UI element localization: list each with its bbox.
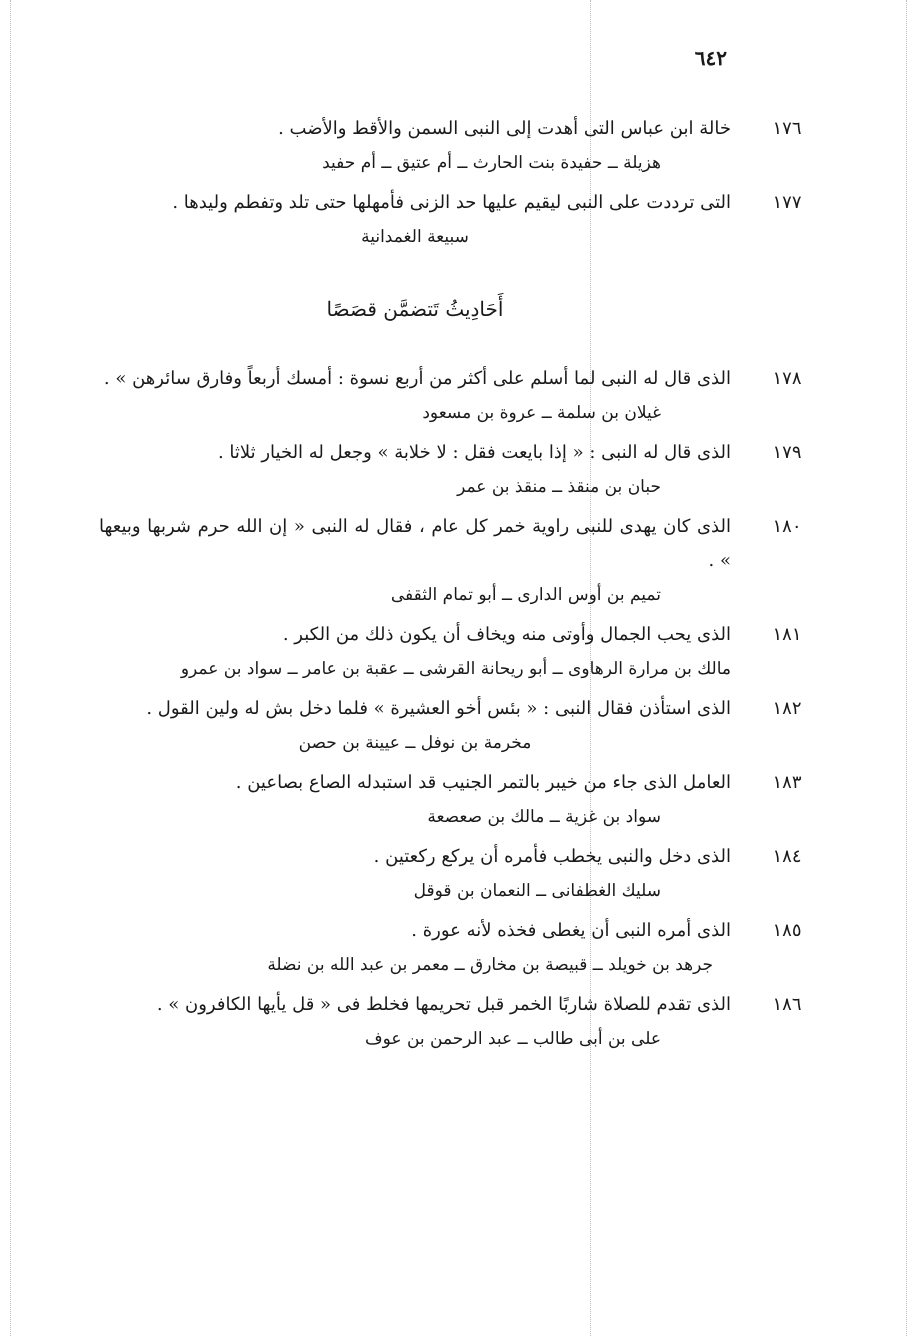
list-entry <box>99 914 802 982</box>
entry-names: مالك بن مرارة الرهاوى ــ أبو ريحانة القرشى ــ عقبة بن عامر ــ سواد بن عمرو <box>180 659 731 679</box>
list-entry <box>99 618 802 686</box>
entry-number: ١٨٤ <box>772 846 802 867</box>
entry-text: الذى قال له النبى : « إذا بايعت فقل : لا خلابة » وجعل له الخيار ثلاثا . <box>217 442 731 463</box>
entry-text: الذى قال له النبى لما أسلم على أكثر من أربع نسوة : أمسك أربعاً وفارق سائرهن » . <box>103 368 731 389</box>
entry-number: ١٧٨ <box>772 368 802 389</box>
entry-text: الذى يحب الجمال وأوتى منه ويخاف أن يكون ذلك من الكبر . <box>282 624 731 645</box>
list-entry <box>99 112 802 180</box>
entry-text: الذى كان يهدى للنبى راوية خمر كل عام ، فقال له النبى « إن الله حرم شربها وبيعها » . <box>99 516 731 571</box>
entry-names: هزيلة ــ حفيدة بنت الحارث ــ أم عتيق ــ أم حفيد <box>322 153 661 173</box>
entry-number: ١٨٣ <box>772 772 802 793</box>
list-entry <box>99 436 802 504</box>
entry-names: جرهد بن خويلد ــ قبيصة بن مخارق ــ معمر بن عبد الله بن نضلة <box>267 955 713 975</box>
entry-names: مخرمة بن نوفل ــ عيينة بن حصن <box>298 733 532 753</box>
entry-number: ١٨١ <box>772 624 802 645</box>
entry-text: الذى تقدم للصلاة شاربًا الخمر قبل تحريمها فخلط فى « قل يأيها الكافرون » . <box>156 994 731 1015</box>
entry-text: التى ترددت على النبى ليقيم عليها حد الزنى فأمهلها حتى تلد وتفطم وليدها . <box>172 192 731 213</box>
entry-names: غيلان بن سلمة ــ عروة بن مسعود <box>422 403 661 423</box>
entry-text: الذى استأذن فقال النبى : « بئس أخو العشيرة » فلما دخل بش له ولين القول . <box>146 698 731 719</box>
entry-names: حبان بن منقذ ــ منقذ بن عمر <box>457 477 661 497</box>
entry-names: تميم بن أوس الدارى ــ أبو تمام الثقفى <box>390 585 661 605</box>
entries-list <box>99 112 802 1062</box>
entry-text: خالة ابن عباس التى أهدت إلى النبى السمن والأقط والأضب . <box>278 118 731 139</box>
scan-rule-right <box>906 0 907 1336</box>
list-entry <box>99 510 802 612</box>
page-number: ٦٤٢ <box>694 46 727 70</box>
scan-rule-left <box>10 0 11 1336</box>
entry-number: ١٧٧ <box>772 192 802 213</box>
list-entry <box>99 840 802 908</box>
list-entry <box>99 362 802 430</box>
entry-text: الذى دخل والنبى يخطب فأمره أن يركع ركعتين . <box>373 846 731 867</box>
list-entry <box>99 186 802 254</box>
entry-text: الذى أمره النبى أن يغطى فخذه لأنه عورة . <box>411 920 731 941</box>
section-title: أَحَادِيثُ تَتضمَّن قصَصًا <box>326 297 504 321</box>
entry-number: ١٨٢ <box>772 698 802 719</box>
list-entry <box>99 692 802 760</box>
entry-text: العامل الذى جاء من خيبر بالتمر الجنيب قد استبدله الصاع بصاعين . <box>235 772 731 793</box>
entry-number: ١٧٦ <box>772 118 802 139</box>
list-entry <box>99 988 802 1056</box>
entry-number: ١٨٥ <box>772 920 802 941</box>
entry-names: سليك الغطفانى ــ النعمان بن قوقل <box>413 881 661 901</box>
entry-number: ١٨٦ <box>772 994 802 1015</box>
list-entry <box>99 766 802 834</box>
entry-number: ١٨٠ <box>772 516 802 537</box>
entry-names: سبيعة الغمدانية <box>361 227 469 247</box>
entry-names: على بن أبى طالب ــ عبد الرحمن بن عوف <box>365 1029 661 1049</box>
entry-names: سواد بن غزية ــ مالك بن صعصعة <box>427 807 661 827</box>
entry-number: ١٧٩ <box>772 442 802 463</box>
